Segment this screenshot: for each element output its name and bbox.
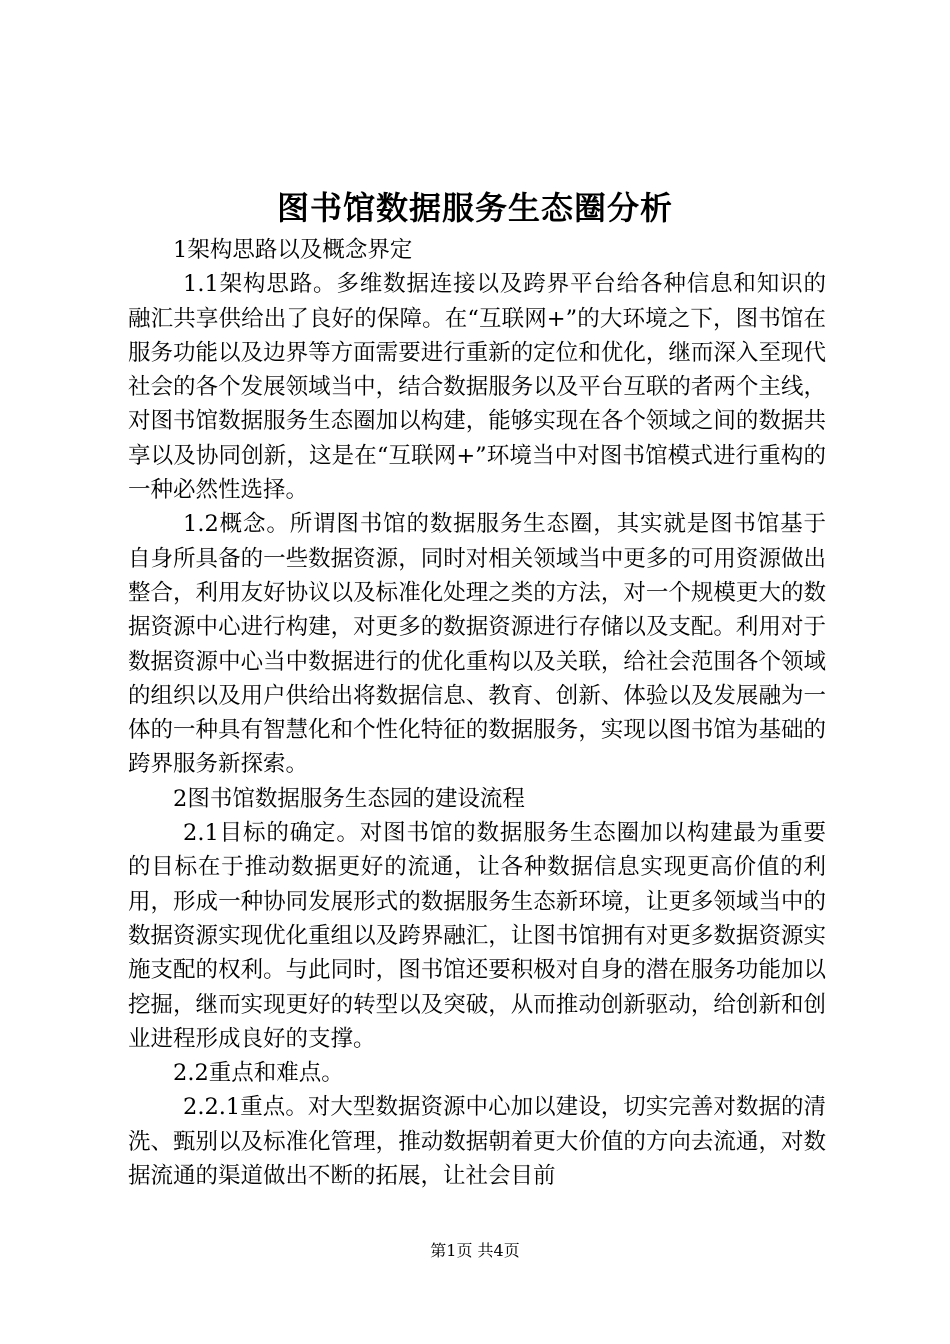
paragraph-1-2: 1.2概念。所谓图书馆的数据服务生态圈，其实就是图书馆基于自身所具备的一些数据资源，同时对相关领域当中更多的可用资源做出整合，利用友好协议以及标准化处理之类的方法，对一个规模更大的数据资源中心进行构建，对更多的数据资源进行存储以及支配。利用对于数据资源中心当中数据进行的优化重构以及关联，给社会范围各个领域的组织以及用户供给出将数据信息、教育、创新、体验以及发展融为一体的一种具有智慧化和个性化特征的数据服务，实现以图书馆为基础的跨界服务新探索。 bbox=[128, 511, 826, 778]
page-footer: 第1页 共4页 bbox=[430, 1241, 520, 1260]
section-heading-1: 1架构思路以及概念界定 bbox=[173, 237, 413, 263]
document-title: 图书馆数据服务生态圈分析 bbox=[276, 189, 673, 227]
paragraph-2-2-1: 2.2.1重点。对大型数据资源中心加以建设，切实完善对数据的清洗、甄别以及标准化管理，推动数据朝着更大价值的方向去流通，对数据流通的渠道做出不断的拓展，让社会目前 bbox=[128, 1094, 826, 1190]
section-heading-2-2: 2.2重点和难点。 bbox=[173, 1060, 344, 1087]
section-heading-2: 2图书馆数据服务生态园的建设流程 bbox=[173, 785, 525, 812]
paragraph-1-1: 1.1架构思路。多维数据连接以及跨界平台给各种信息和知识的融汇共享供给出了良好的保障。在“互联网+”的大环境之下，图书馆在服务功能以及边界等方面需要进行重新的定位和优化，继而深入至现代社会的各个发展领域当中，结合数据服务以及平台互联的者两个主线，对图书馆数据服务生态圈加以构建，能够实现在各个领域之间的数据共享以及协同创新，这是在“互联网+”环境当中对图书馆模式进行重构的一种必然性选择。 bbox=[128, 271, 826, 504]
document-body bbox=[128, 233, 826, 1193]
paragraph-2-1: 2.1目标的确定。对图书馆的数据服务生态圈加以构建最为重要的目标在于推动数据更好的流通，让各种数据信息实现更高价值的利用，形成一种协同发展形式的数据服务生态新环境，让更多领域当中的数据资源实现优化重组以及跨界融汇，让图书馆拥有对更多数据资源实施支配的权利。与此同时，图书馆还要积极对自身的潜在服务功能加以挖掘，继而实现更好的转型以及突破，从而推动创新驱动，给创新和创业进程形成良好的支撑。 bbox=[128, 820, 826, 1052]
